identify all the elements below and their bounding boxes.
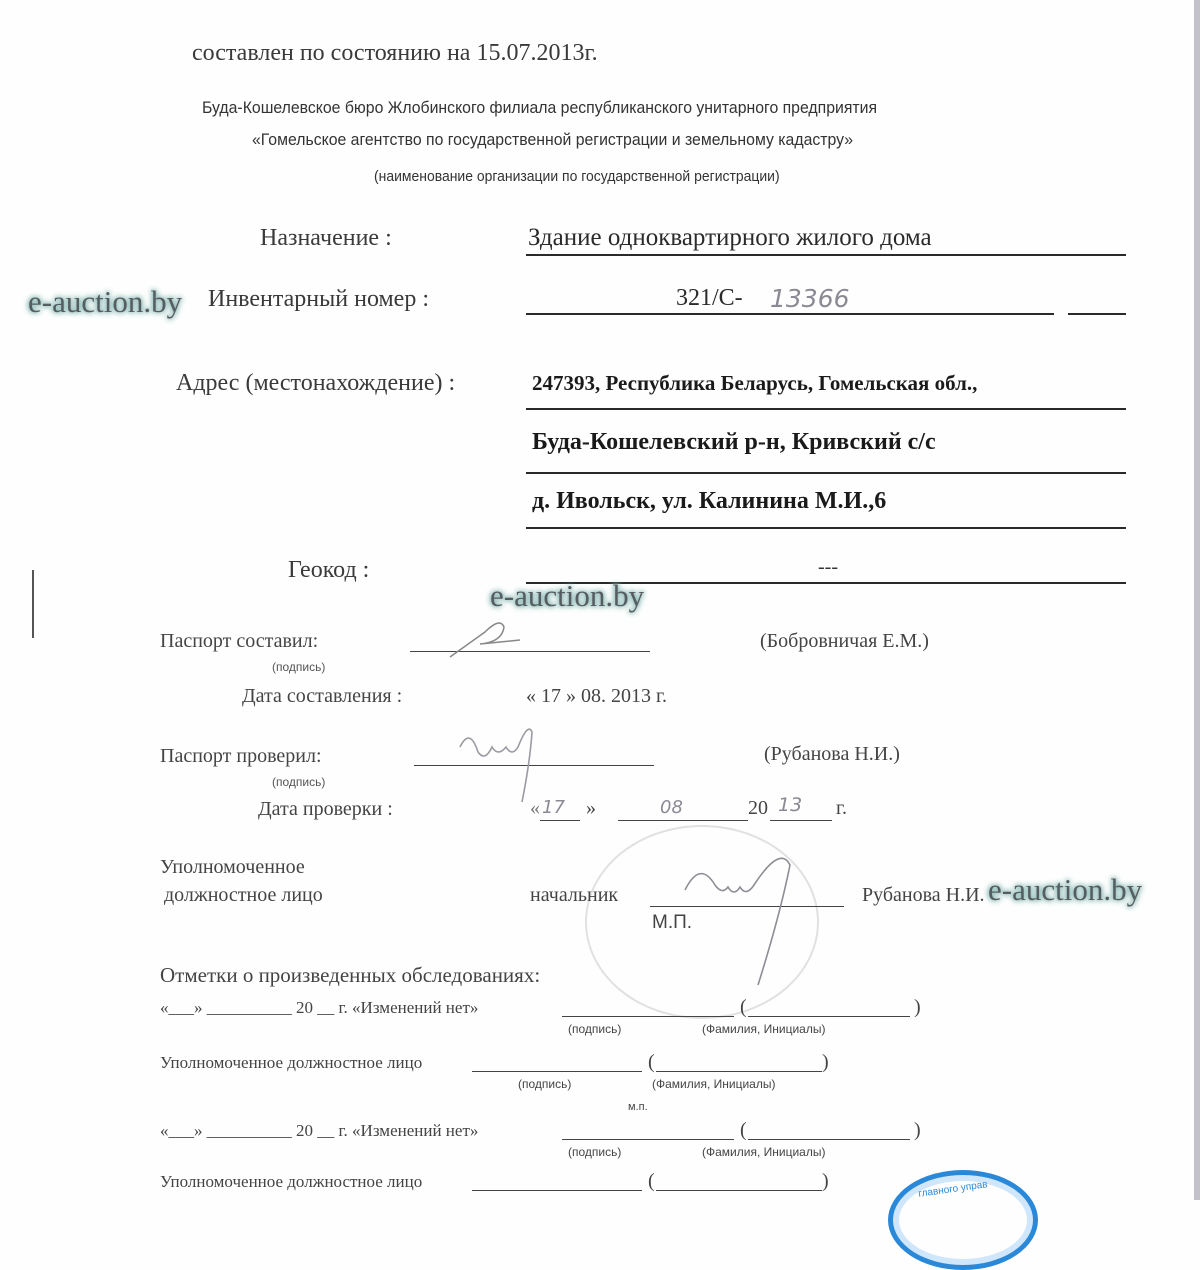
address-label: Адрес (местонахождение) : [176, 370, 456, 396]
checked-date-day: 17 [542, 797, 565, 818]
name-caption: (Фамилия, Инициалы) [702, 1145, 826, 1159]
inspection-date-line: «___» __________ 20 __ г. «Изменений нет» [160, 998, 479, 1017]
open-paren: ( [740, 996, 747, 1018]
inventory-label: Инвентарный номер : [208, 286, 430, 312]
open-paren: ( [648, 1170, 655, 1192]
signature-caption: (подпись) [518, 1077, 572, 1091]
inspection-signature-line [562, 1016, 734, 1017]
signature-caption: (подпись) [272, 775, 326, 789]
open-paren: ( [740, 1119, 747, 1141]
checked-date-year-prefix: 20 [748, 797, 768, 819]
seal-caption: М.П. [652, 912, 693, 933]
close-paren: ) [914, 996, 921, 1018]
organization-caption: (наименование организации по государственной регистрации) [374, 168, 780, 185]
checked-by-label: Паспорт проверил: [160, 745, 322, 767]
inspection-date-line: «___» __________ 20 __ г. «Изменений нет» [160, 1121, 479, 1140]
inspection-official-signature-line [472, 1190, 642, 1191]
purpose-underline [526, 254, 1126, 256]
blue-stamp-text: главного управ [917, 1179, 989, 1200]
inspection-signature-line [562, 1139, 734, 1140]
compiled-by-name: (Бобровничая Е.М.) [760, 630, 929, 652]
watermark: e-auction.by [28, 284, 183, 319]
compiled-by-label: Паспорт составил: [160, 630, 319, 652]
address-underline-1 [526, 408, 1126, 410]
close-paren: ) [822, 1170, 829, 1192]
year-underline [770, 820, 832, 821]
inspection-official-signature-line [472, 1071, 642, 1072]
signature-caption: (подпись) [568, 1022, 622, 1036]
checked-date-year-unit: г. [836, 797, 847, 819]
address-line-2: Буда-Кошелевский р-н, Кривский с/с [532, 429, 936, 455]
address-line-3: д. Ивольск, ул. Калинина М.И.,6 [532, 488, 887, 514]
address-underline-3 [526, 527, 1126, 529]
inventory-handwritten-number: 13366 [770, 284, 850, 313]
official-position: начальник [530, 884, 619, 906]
inspection-name-line [748, 1139, 910, 1140]
compiled-date-label: Дата составления : [242, 685, 403, 707]
geocode-value: --- [818, 556, 838, 578]
inspection-name-line [748, 1016, 910, 1017]
official-name: Рубанова Н.И. [862, 884, 985, 906]
inspection-official-name-line [656, 1071, 822, 1072]
name-caption: (Фамилия, Инициалы) [652, 1077, 776, 1091]
inspection-official-line: Уполномоченное должностное лицо [160, 1053, 423, 1072]
watermark: e-auction.by [988, 872, 1143, 907]
signature-caption: (подпись) [568, 1145, 622, 1159]
as-of-date: составлен по состоянию на 15.07.2013г. [192, 40, 598, 66]
official-signature-icon [670, 845, 840, 995]
checked-by-name: (Рубанова Н.И.) [764, 743, 900, 765]
inventory-underline-tail [1068, 313, 1126, 315]
day-underline [540, 820, 580, 821]
inventory-underline [526, 313, 1054, 315]
checked-date-label: Дата проверки : [258, 798, 393, 820]
compiled-signature-icon [440, 612, 540, 662]
seal-caption: м.п. [628, 1101, 648, 1113]
official-label-line-2: должностное лицо [164, 884, 323, 906]
checked-date-open-quote: « [530, 797, 540, 819]
page-edge [1194, 0, 1200, 1200]
address-underline-2 [526, 472, 1126, 474]
geocode-label: Геокод : [288, 557, 370, 583]
purpose-value: Здание одноквартирного жилого дома [528, 224, 932, 251]
inspection-official-line: Уполномоченное должностное лицо [160, 1172, 423, 1191]
checked-date-month: 08 [660, 797, 683, 818]
close-paren: ) [914, 1119, 921, 1141]
close-paren: ) [822, 1051, 829, 1073]
address-line-1: 247393, Республика Беларусь, Гомельская обл., [532, 371, 978, 395]
compiled-date-value: « 17 » 08. 2013 г. [526, 685, 667, 707]
watermark: e-auction.by [490, 578, 645, 613]
inspection-official-name-line [656, 1190, 822, 1191]
organization-line-2: «Гомельское агентство по государственной регистрации и земельному кадастру» [252, 130, 854, 149]
official-label-line-1: Уполномоченное [160, 856, 305, 878]
checked-date-close-quote: » [586, 797, 596, 819]
open-paren: ( [648, 1051, 655, 1073]
checked-date-year-suffix: 13 [778, 794, 803, 816]
inventory-prefix: 321/С- [676, 285, 743, 311]
organization-line-1: Буда-Кошелевское бюро Жлобинского филиала республиканского унитарного предприятия [202, 98, 878, 117]
purpose-label: Назначение : [260, 225, 392, 251]
margin-mark [32, 570, 34, 638]
month-underline [618, 820, 748, 821]
inspections-title: Отметки о произведенных обследованиях: [160, 963, 541, 987]
signature-caption: (подпись) [272, 660, 326, 674]
name-caption: (Фамилия, Инициалы) [702, 1022, 826, 1036]
